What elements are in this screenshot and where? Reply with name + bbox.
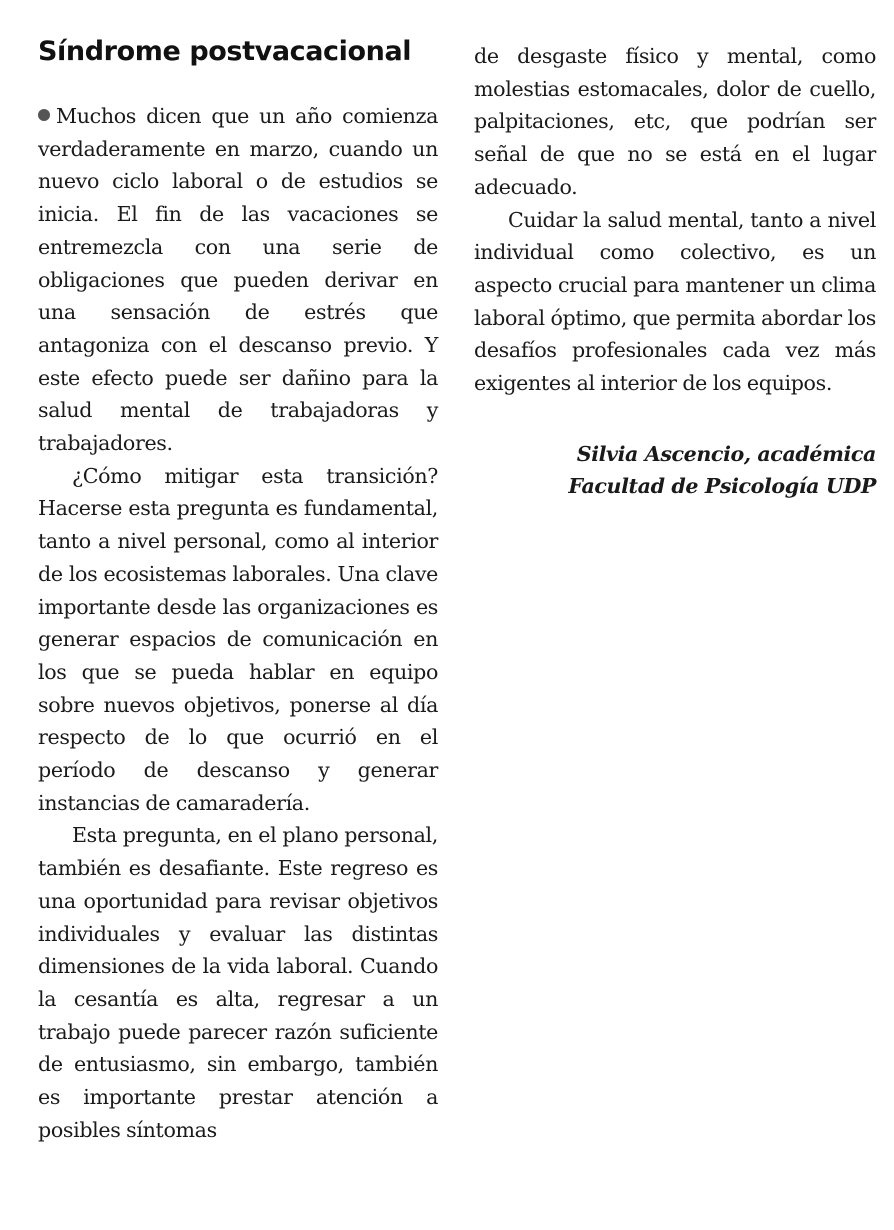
paragraph-question: ¿Cómo mitigar esta transición? Hacerse esta pregunta es fundamental, tanto a nivel personal, como al interior de los ecosistemas laborales. Una clave importante desde las organizaciones es generar espacios de comunicación en los que se pueda hablar en equipo sobre nuevos objetivos, ponerse al día respecto de lo que ocurrió en el período de descanso y generar instancias de camaradería. bbox=[38, 463, 438, 815]
paragraph-intro bbox=[38, 100, 438, 460]
headline: Síndrome postvacacional bbox=[38, 36, 412, 67]
author-name: Silvia Ascencio, académica bbox=[576, 441, 876, 466]
author-signature bbox=[474, 438, 876, 503]
paragraph-intro-text: Muchos dicen que un año comienza verdaderamente en marzo, cuando un nuevo ciclo laboral o de estudios se inicia. El fin de las vacaciones se entremezcla con una serie de obligaciones que pueden derivar en una sensación de estrés que antagoniza con el descanso previo. Y este efecto puede ser dañino para la salud mental de trabajadoras y trabajadores. bbox=[38, 104, 438, 456]
right-column bbox=[474, 40, 876, 503]
paragraph-continuation: de desgaste físico y mental, como molestias estomacales, dolor de cuello, palpitaciones, etc, que podrían ser señal de que no se está en el lugar adecuado. bbox=[474, 44, 876, 199]
left-column bbox=[38, 34, 438, 1147]
bullet-icon bbox=[38, 109, 50, 121]
author-affiliation: Facultad de Psicología UDP bbox=[568, 474, 876, 499]
paragraph-personal: Esta pregunta, en el plano personal, también es desafiante. Este regreso es una oportunidad para revisar objetivos individuales y evaluar las distintas dimensiones de la vida laboral. Cuando la cesantía es alta, regresar a un trabajo puede parecer razón suficiente de entusiasmo, sin embargo, también es importante prestar atención a posibles síntomas bbox=[38, 823, 438, 1142]
paragraph-conclusion: Cuidar la salud mental, tanto a nivel individual como colectivo, es un aspecto crucial para mantener un clima laboral óptimo, que permita abordar los desafíos profesionales cada vez más exigentes al interior de los equipos. bbox=[474, 207, 876, 396]
